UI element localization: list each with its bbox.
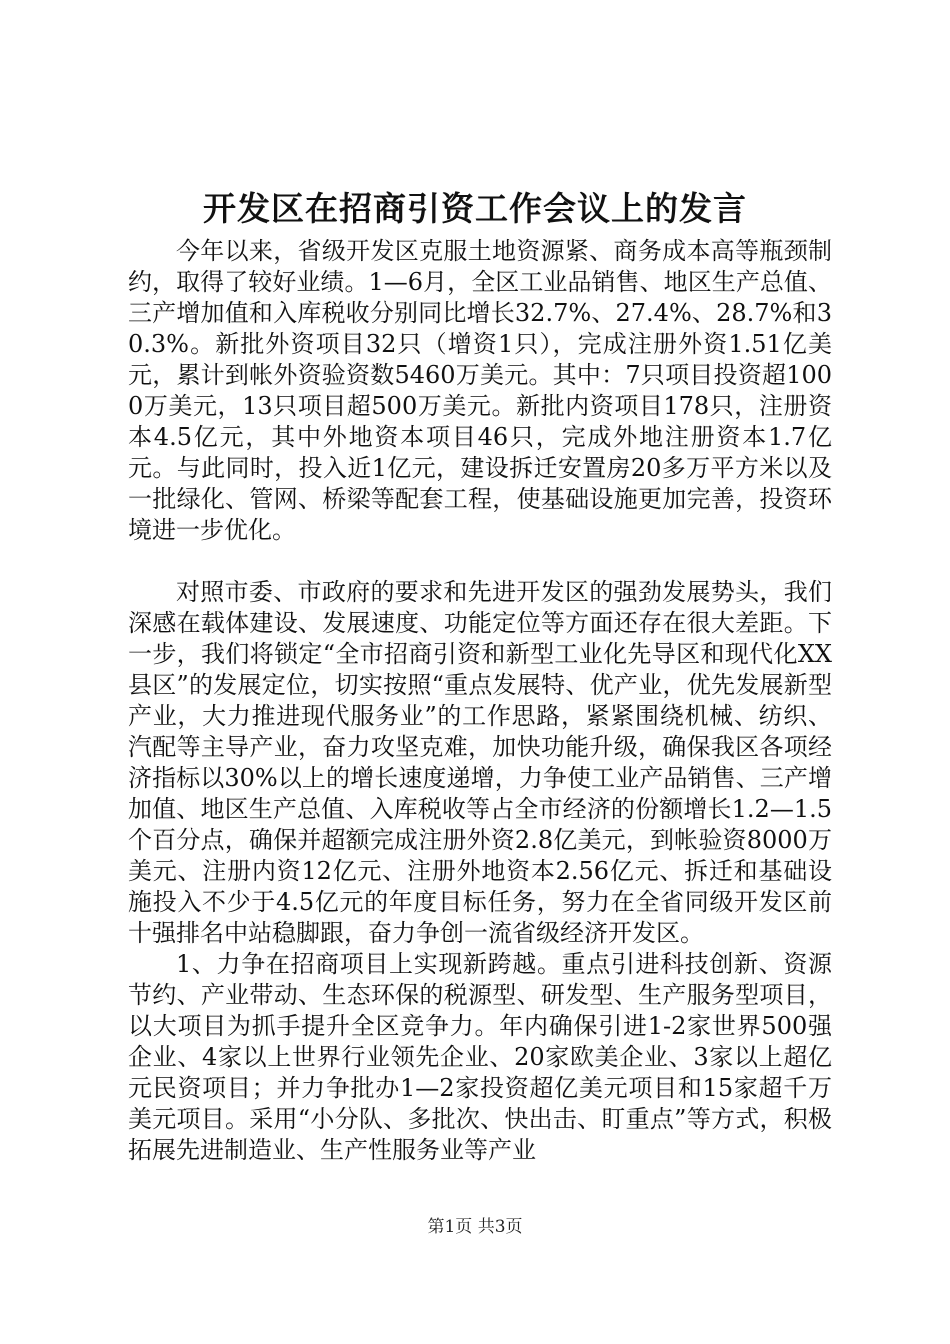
document-body xyxy=(128,236,832,1166)
paragraph-item-1: 1、力争在招商项目上实现新跨越。重点引进科技创新、资源节约、产业带动、生态环保的税源型、研发型、生产服务型项目，以大项目为抓手提升全区竞争力。年内确保引进1-2家世界500强企业、4家以上世界行业领先企业、20家欧美企业、3家以上超亿元民资项目；并力争批办1—2家投资超亿美元项目和15家超千万美元项目。采用“小分队、多批次、快出击、盯重点”等方式，积极拓展先进制造业、生产性服务业等产业 xyxy=(128,950,832,1164)
paragraph-plan: 对照市委、市政府的要求和先进开发区的强劲发展势头，我们深感在载体建设、发展速度、功能定位等方面还存在很大差距。下一步，我们将锁定“全市招商引资和新型工业化先导区和现代化XX县区”的发展定位，切实按照“重点发展特、优产业，优先发展新型产业，大力推进现代服务业”的工作思路，紧紧围绕机械、纺织、汽配等主导产业，奋力攻坚克难，加快功能升级，确保我区各项经济指标以30%以上的增长速度递增，力争使工业产品销售、三产增加值、地区生产总值、入库税收等占全市经济的份额增长1.2—1.5个百分点，确保并超额完成注册外资2.8亿美元，到帐验资8000万美元、注册内资12亿元、注册外地资本2.56亿元、拆迁和基础设施投入不少于4.5亿元的年度目标任务，努力在全省同级开发区前十强排名中站稳脚跟，奋力争创一流省级经济开发区。 xyxy=(128,578,832,947)
page-footer xyxy=(0,1216,950,1238)
page-total: 共3页 xyxy=(477,1217,523,1237)
paragraph-overview: 今年以来，省级开发区克服土地资源紧、商务成本高等瓶颈制约，取得了较好业绩。1—6月，全区工业品销售、地区生产总值、三产增加值和入库税收分别同比增长32.7%、27.4%、28.7%和30.3%。新批外资项目32只（增资1只），完成注册外资1.51亿美元，累计到帐外资验资数5460万美元。其中：7只项目投资超1000万美元，13只项目超500万美元。新批内资项目178只，注册资本4.5亿元，其中外地资本项目46只，完成外地注册资本1.7亿元。与此同时，投入近1亿元，建设拆迁安置房20多万平方米以及一批绿化、管网、桥梁等配套工程，使基础设施更加完善，投资环境进一步优化。 xyxy=(128,237,832,544)
page-number: 第1页 xyxy=(427,1217,473,1237)
document-title: 开发区在招商引资工作会议上的发言 xyxy=(203,189,747,228)
paragraph-spacer xyxy=(128,546,832,577)
